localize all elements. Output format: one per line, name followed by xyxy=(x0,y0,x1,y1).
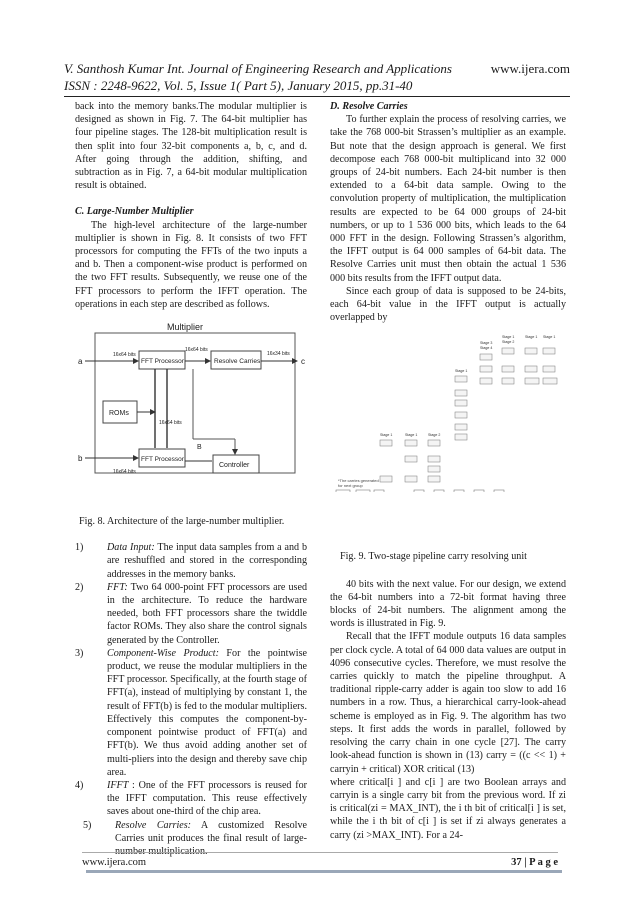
list-item-title: Data Input: xyxy=(107,542,155,554)
section-heading-d: D. Resolve Carries xyxy=(330,101,408,112)
fig9-left-stage-labels xyxy=(380,369,467,437)
right-column xyxy=(330,100,566,842)
fft-processor-2-label: FFT Processor xyxy=(141,456,184,464)
input-a-label: a xyxy=(78,357,83,367)
header-journal-line: V. Santhosh Kumar Int. Journal of Engineering Research and Applications xyxy=(64,61,452,76)
fig9-stage-label-h: Stage 1 xyxy=(380,433,393,438)
fig9-note-line-2: for next group xyxy=(338,483,363,489)
fig9-stage-label-c: Stage 1 xyxy=(502,335,515,340)
figure-8 xyxy=(75,321,307,509)
footer-url[interactable]: www.ijera.com xyxy=(82,857,147,868)
fig9-stage-label-i: Stage 1 xyxy=(405,433,418,438)
figure-8-caption: Fig. 8. Architecture of the large-number multiplier. xyxy=(79,516,285,528)
list-item-number: 3) xyxy=(75,647,84,659)
list-item-number: 4) xyxy=(75,779,84,791)
fig9-stage-label-a: Stage 3 xyxy=(480,341,493,346)
list-item xyxy=(75,647,307,779)
figure-9-caption: Fig. 9. Two-stage pipeline carry resolving unit xyxy=(340,551,527,563)
fig9-stage-label-e: Stage 1 xyxy=(525,335,538,340)
list-item-title: IFFT xyxy=(107,779,129,791)
section-heading-c: C. Large-Number Multiplier xyxy=(75,206,194,218)
list-item-text: Two 64 000-point FFT processors are used in the architecture. To reduce the hardware needed, both FFT processors share the twiddle factor ROMs. They also share the control signals generated by the Controller. xyxy=(107,581,307,646)
fig9-stage-label-g: Stage 1 xyxy=(455,369,468,374)
figure-8-diagram xyxy=(75,321,307,509)
list-item-title: FFT: xyxy=(107,581,128,593)
fig9-note xyxy=(338,478,379,488)
list-item-text: The input data samples from a and b are reshuffled and stored in the corresponding addresses in the memory banks. xyxy=(107,542,307,580)
operation-steps-list xyxy=(75,541,307,858)
running-header xyxy=(64,60,570,94)
fig9-blocks xyxy=(380,348,557,482)
header-issn-line: ISSN : 2248-9622, Vol. 5, Issue 1( Part 5), January 2015, pp.31-40 xyxy=(64,78,413,93)
left-column xyxy=(75,100,307,858)
list-item-number: 1) xyxy=(75,542,84,554)
bus-b-label: 16x64 bits xyxy=(113,469,136,476)
list-item-text: A customized Resolve Carries unit produces the final result of large-number multiplication. xyxy=(115,819,307,857)
header-url[interactable]: www.ijera.com xyxy=(490,61,570,76)
roms-label: ROMs xyxy=(109,410,129,418)
bus-2-label: 16x34 bits xyxy=(267,351,290,358)
list-item-number: 2) xyxy=(75,581,84,593)
resolve-carries-label: Resolve Carries xyxy=(214,358,261,366)
paragraph-modular-multiplier: back into the memory banks.The modular multiplier is designed as shown in Fig. 7. The 64-bit multiplier has four pipeline stages. The 128-bit multiplication result is then split into four 32-bit components a, b, c, and d. After going through the addition, shifting, and subtraction as in Fig. 7, a 64-bit modular multiplication result is obtained. xyxy=(75,101,307,192)
list-item-title: Component-Wise Product: xyxy=(107,647,219,659)
header-divider xyxy=(64,96,570,97)
fig9-stage-label-f: Stage 1 xyxy=(543,335,556,340)
list-item-title: Resolve Carries: xyxy=(115,819,192,831)
bus-3-label: 16x64 bits xyxy=(159,420,182,427)
fig8-title: Multiplier xyxy=(167,322,204,333)
figure-9-diagram xyxy=(330,332,566,492)
paragraph-large-number: The high-level architecture of the large-number multiplier is shown in Fig. 8. It consists of two FFT processors for computing the FFTs of the two inputs a and b. Then a component-wise product is performed on the two FFT results. Subsequently, we reuse one of the FFT processors to perform the IFFT operation. The operations in each step are described as follows. xyxy=(75,219,307,310)
list-item-text: : One of the FFT processors is reused for the IFFT computation. This reuse effectively saves about one-third of the chip area. xyxy=(107,779,307,818)
paragraph-resolve-carries: To further explain the process of resolving carries, we take the 768 000-bit Strassen’s multiplier as an example. But note that the design approach is general. We first decompose each 768 000-bit multiplicand into 32 000 groups of 24-bit numbers. Each 24-bit number is then extended to a 64-bit data sample. Owing to the convolution property of multiplication, the multiplication results are expected to be 64 000 groups of 24-bit numbers, or up to 1 536 000 bits, which leads to the 64 000 FFT in the design. Following Strassen’s algorithm, the IFFT output is 64 000 samples of 64-bit data. The Resolve Carries unit must then obtain the actual 1 536 000 bits results from the IFFT output data. xyxy=(330,114,566,284)
fig9-stage-label-d: Stage 2 xyxy=(502,340,515,345)
fig9-stage-label-b: Stage 4 xyxy=(480,346,493,351)
paragraph-overlap: Since each group of data is supposed to be 24-bits, each 64-bit value in the IFFT output is actually overlapped by xyxy=(330,285,566,324)
list-item xyxy=(75,541,307,581)
fig9-stage-label-j: Stage 2 xyxy=(428,433,441,438)
list-item-text: For the pointwise product, we reuse the modular multipliers in the FFT processor. Specifically, at the fourth stage of FFT(a), instead of multiplying by constant 1, the result of FFT(b) is fed to the modular multipliers. Effectively this computes the component-by-component pointwise product of FFT(a) and FFT(b). We thus avoid adding another set of multi-pliers into the design and thereby save chip area. xyxy=(107,647,307,778)
fig9-bottom-row xyxy=(336,490,504,492)
list-item xyxy=(75,779,307,819)
fft-processor-1-label: FFT Processor xyxy=(141,358,184,366)
label-b: B xyxy=(197,444,202,452)
input-b-label: b xyxy=(78,454,83,464)
page-number: 37 | P a g e xyxy=(511,857,558,868)
bus-1-label: 16x64 bits xyxy=(185,347,208,354)
paragraph-critical: where critical[i ] and c[i ] are two Boolean arrays and carryin is a single carry bit from the previous word. If zi is critical(zi = MAX_INT), the i th bit of critical[i ] is set, while the i th bit of c[i ] is set if zi always generates a carry (zi >MAX_INT). For a 24- xyxy=(330,776,566,841)
list-item xyxy=(75,581,307,647)
bus-a-label: 16x64 bits xyxy=(113,352,136,359)
footer-shadow xyxy=(86,870,562,873)
list-item-number: 5) xyxy=(83,819,92,831)
figure-9 xyxy=(330,332,566,492)
controller-label: Controller xyxy=(219,462,250,470)
paragraph-extend-72bit: 40 bits with the next value. For our design, we extend the 64-bit numbers into a 72-bit format having three blocks of 24-bit numbers. The alignment among the words is illustrated in Fig. 9. xyxy=(330,578,566,630)
output-c-label: c xyxy=(301,357,305,367)
fig9-note-line-1: *The carries generated xyxy=(338,478,379,484)
paragraph-ifft-output: Recall that the IFFT module outputs 16 data samples per clock cycle. A total of 64 000 data values are output in 4096 consecutive cycles. Therefore, we must resolve the carries quickly to match the pipeline throughput. A traditional ripple-carry adder is again too slow to add 16 numbers in a row. Thus, a hierarchical carry-look-ahead scheme is employed as in Fig. 9. The algorithm has two steps. It first adds the words in parallel, followed by resolving the carry chain in one cycle [27]. The carry look-ahead function is shown in (13) carry = ((c << 1) + carryin + critical) XOR critical (13) xyxy=(330,631,566,775)
